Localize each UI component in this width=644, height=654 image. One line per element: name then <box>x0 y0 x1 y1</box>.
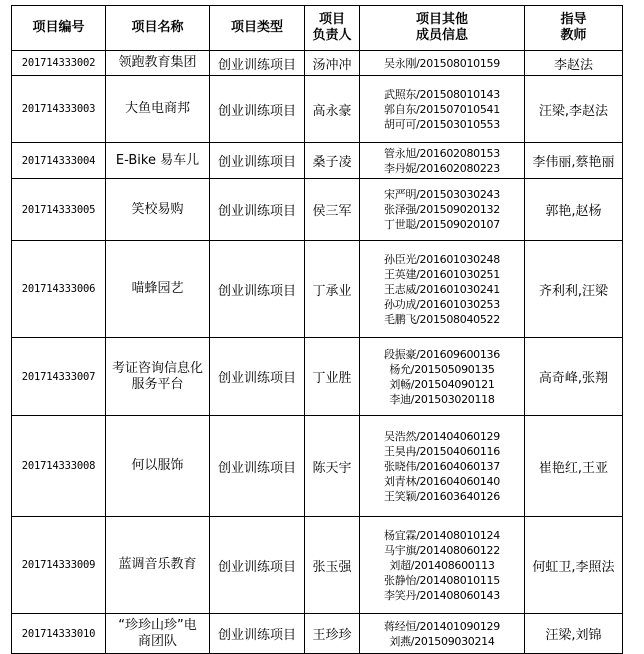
project-members-cell <box>360 517 525 614</box>
member-entry: 刘超/201408600113 <box>389 558 495 572</box>
member-entry: 刘青林/201604060140 <box>384 474 500 488</box>
header-advisor-line: 教师 <box>560 28 587 43</box>
project-leader-cell: 侯三军 <box>305 179 360 241</box>
project-leader-cell: 王珍珍 <box>305 614 360 654</box>
member-entry: 管永旭/201602080153 <box>384 146 500 160</box>
project-members-cell <box>360 241 525 338</box>
member-entry: 王昊冉/201504060116 <box>384 444 500 458</box>
project-name-line: 蓝调音乐教育 <box>118 557 197 572</box>
member-entry: 吴永刚/201508010159 <box>384 56 500 70</box>
project-name-cell <box>106 143 210 179</box>
header-advisor <box>525 6 623 51</box>
project-leader-cell: 陈天宇 <box>305 416 360 517</box>
project-name-cell <box>106 51 210 76</box>
project-table <box>11 5 623 654</box>
project-name-line: 何以服饰 <box>131 458 184 473</box>
project-leader-cell: 高永豪 <box>305 76 360 143</box>
project-type-cell: 创业训练项目 <box>210 51 305 76</box>
project-id-cell: 201714333010 <box>12 614 106 654</box>
project-name-cell <box>106 517 210 614</box>
member-entry: 王笑颖/201603640126 <box>384 489 500 503</box>
project-members-cell <box>360 143 525 179</box>
project-name-cell <box>106 614 210 654</box>
project-name-cell <box>106 76 210 143</box>
project-name-line: 笑校易购 <box>131 201 184 217</box>
member-entry: 杨宜霖/201408010124 <box>384 528 500 542</box>
advisor-cell: 李赵法 <box>525 51 623 76</box>
member-entry: 张泽强/201509020132 <box>384 203 500 216</box>
table-body <box>12 51 623 654</box>
project-name-line: “珍珍山珍”电 <box>118 617 197 633</box>
project-name-line: E-Bike 易车儿 <box>115 152 200 168</box>
project-id-cell: 201714333003 <box>12 76 106 143</box>
project-leader-cell: 张玉强 <box>305 517 360 614</box>
project-members-cell <box>360 76 525 143</box>
project-members-cell <box>360 416 525 517</box>
project-name-line: 大鱼电商邦 <box>124 101 190 116</box>
header-id: 项目编号 <box>12 6 106 51</box>
table-row <box>12 51 623 76</box>
table-row <box>12 517 623 614</box>
project-name-line: 领跑教育集团 <box>118 55 197 70</box>
project-name-line: 商团队 <box>137 633 177 649</box>
project-type-cell: 创业训练项目 <box>210 179 305 241</box>
project-name-line: 喵蜂园艺 <box>131 281 184 296</box>
project-leader-cell: 桑子凌 <box>305 143 360 179</box>
advisor-cell: 崔艳红,王亚 <box>525 416 623 517</box>
header-name: 项目名称 <box>106 6 210 51</box>
project-name-cell <box>106 338 210 416</box>
table-row <box>12 143 623 179</box>
member-entry: 胡可可/201503010553 <box>384 117 500 131</box>
table-row <box>12 338 623 416</box>
header-type: 项目类型 <box>210 6 305 51</box>
member-entry: 毛鹏飞/201508040522 <box>384 312 500 326</box>
project-leader-cell: 丁承业 <box>305 241 360 338</box>
member-entry: 郭自东/201507010541 <box>384 102 500 116</box>
project-members-cell <box>360 614 525 654</box>
advisor-cell: 何虹卫,李照法 <box>525 517 623 614</box>
project-type-cell: 创业训练项目 <box>210 614 305 654</box>
member-entry: 王英建/201601030251 <box>384 267 500 281</box>
table-row <box>12 241 623 338</box>
header-leader-line: 项目 <box>318 12 345 27</box>
project-id-cell: 201714333004 <box>12 143 106 179</box>
table-row <box>12 76 623 143</box>
advisor-cell: 汪梁,刘锦 <box>525 614 623 654</box>
project-type-cell: 创业训练项目 <box>210 241 305 338</box>
project-id-cell: 201714333007 <box>12 338 106 416</box>
table-row <box>12 416 623 517</box>
project-type-cell: 创业训练项目 <box>210 338 305 416</box>
header-advisor-line: 指导 <box>560 12 587 27</box>
header-row <box>12 6 623 51</box>
project-type-cell: 创业训练项目 <box>210 416 305 517</box>
project-members-cell <box>360 338 525 416</box>
member-entry: 李迪/201503020118 <box>389 392 495 406</box>
advisor-cell: 郭艳,赵杨 <box>525 179 623 241</box>
project-leader-cell: 汤冲冲 <box>305 51 360 76</box>
header-leader-line: 负责人 <box>312 28 352 43</box>
project-id-cell: 201714333006 <box>12 241 106 338</box>
member-entry: 张静怡/201408010115 <box>384 573 500 587</box>
project-members-cell <box>360 179 525 241</box>
project-name-cell <box>106 179 210 241</box>
member-entry: 马宇旗/201408060122 <box>384 543 500 557</box>
project-type-cell: 创业训练项目 <box>210 143 305 179</box>
member-entry: 吴浩然/201404060129 <box>384 429 500 443</box>
project-name-line: 服务平台 <box>131 376 184 392</box>
member-entry: 王志威/201601030241 <box>384 282 500 296</box>
advisor-cell: 汪梁,李赵法 <box>525 76 623 143</box>
project-type-cell: 创业训练项目 <box>210 517 305 614</box>
table-row <box>12 614 623 654</box>
advisor-cell: 齐利利,汪梁 <box>525 241 623 338</box>
member-entry: 杨允/201505090135 <box>389 362 495 376</box>
member-entry: 孙臣光/201601030248 <box>384 252 500 266</box>
table-row <box>12 179 623 241</box>
member-entry: 丁世聪/201509020107 <box>384 218 500 231</box>
project-id-cell: 201714333002 <box>12 51 106 76</box>
member-entry: 李笑丹/201408060143 <box>384 588 500 602</box>
header-members <box>360 6 525 51</box>
project-id-cell: 201714333005 <box>12 179 106 241</box>
advisor-cell: 李伟丽,蔡艳丽 <box>525 143 623 179</box>
member-entry: 蒋经恒/201401090129 <box>384 619 500 633</box>
project-id-cell: 201714333008 <box>12 416 106 517</box>
project-name-cell <box>106 416 210 517</box>
member-entry: 段振豪/201609600136 <box>384 347 500 361</box>
project-id-cell: 201714333009 <box>12 517 106 614</box>
project-name-line: 考证咨询信息化 <box>111 360 203 376</box>
project-name-cell <box>106 241 210 338</box>
member-entry: 刘畅/201504090121 <box>389 377 495 391</box>
project-leader-cell: 丁业胜 <box>305 338 360 416</box>
header-leader <box>305 6 360 51</box>
project-members-cell <box>360 51 525 76</box>
member-entry: 张晓伟/201604060137 <box>384 459 500 473</box>
member-entry: 宋严明/201503030243 <box>384 188 500 201</box>
member-entry: 武照东/201508010143 <box>384 87 500 101</box>
advisor-cell: 高奇峰,张翔 <box>525 338 623 416</box>
member-entry: 孙功成/201601030253 <box>384 297 500 311</box>
member-entry: 刘燕/201509030214 <box>389 634 495 648</box>
project-type-cell: 创业训练项目 <box>210 76 305 143</box>
member-entry: 李丹妮/201602080223 <box>384 161 500 175</box>
header-members-line: 项目其他 <box>415 12 468 27</box>
header-members-line: 成员信息 <box>415 28 468 43</box>
